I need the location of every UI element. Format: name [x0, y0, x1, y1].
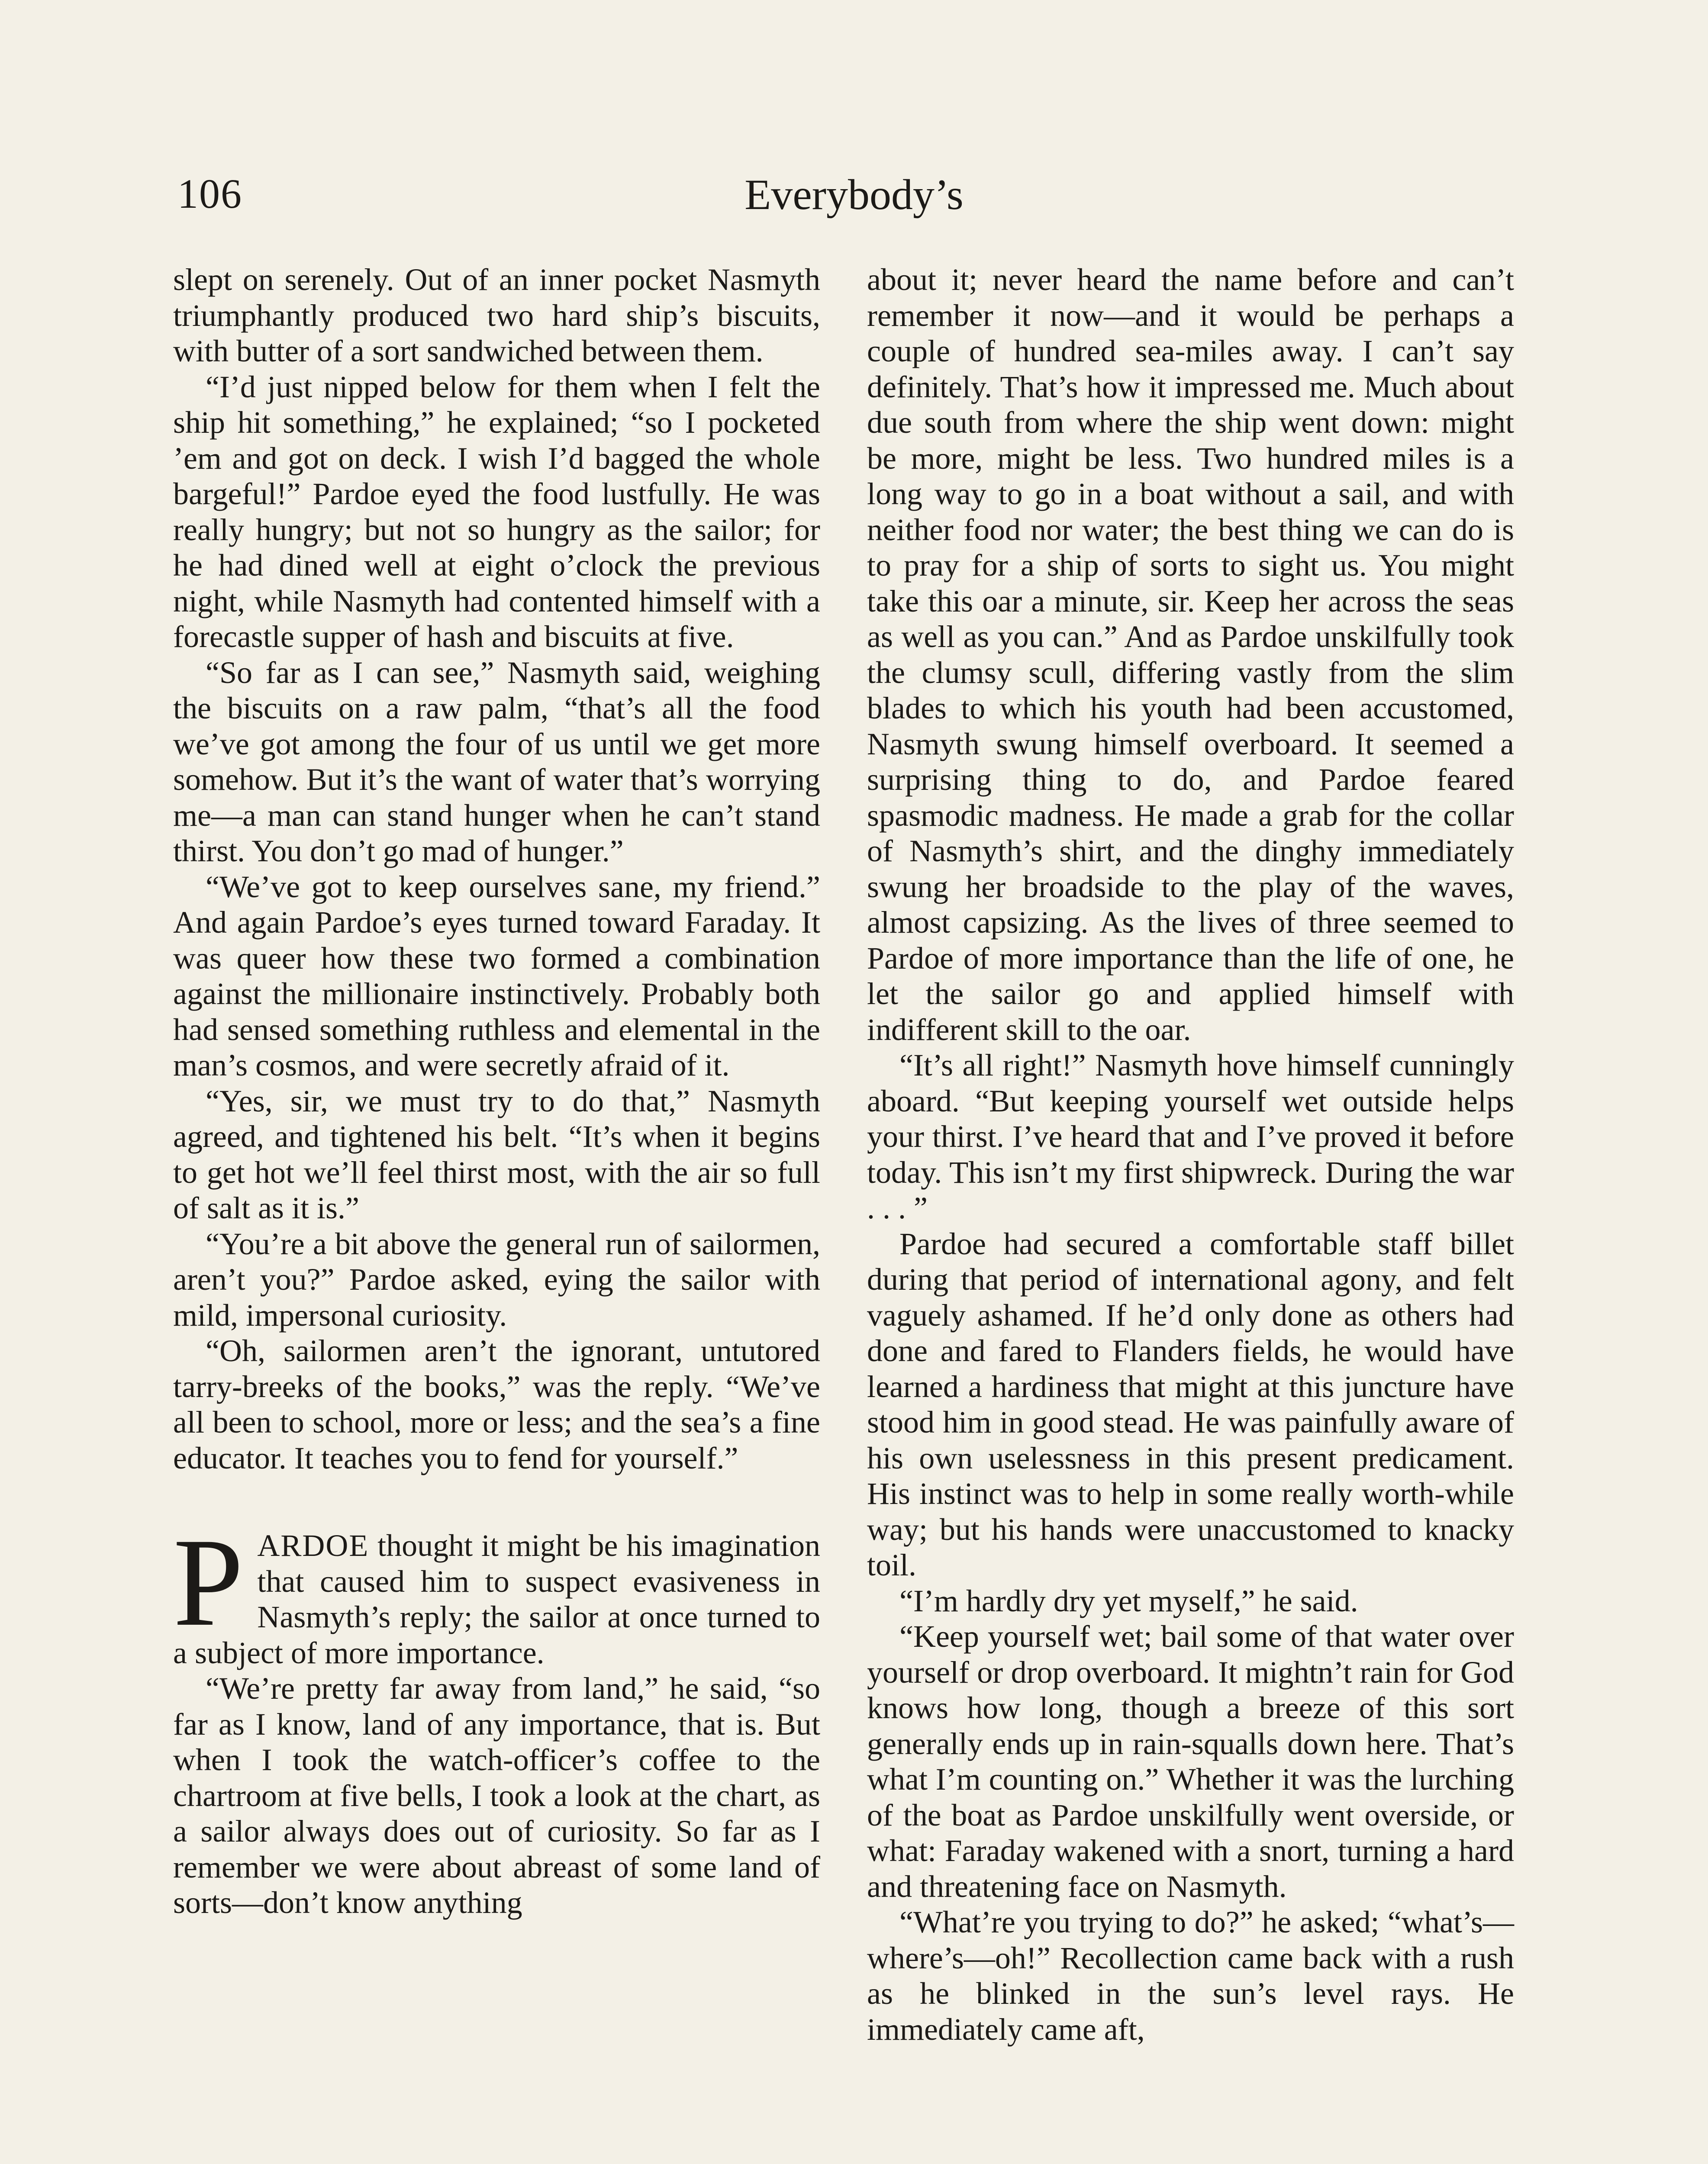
paragraph: “It’s all right!” Nasmyth hove himself cunningly aboard. “But keeping yourself wet outside helps your thirst. I’ve heard that and I’ve proved it before today. This isn’t my first shipwreck. During the war . . . ”: [867, 1048, 1514, 1225]
paragraph: about it; never heard the name before and can’t remember it now—and it would be perhaps a couple of hundred sea-miles away. I can’t say definitely. That’s how it impressed me. Much about due south from where the ship went down: might be more, might be less. Two hundred miles is a long way to go in a boat without a sail, and with neither food nor water; the best thing we can do is to pray for a ship of sorts to sight us. You might take this oar a minute, sir. Keep her across the seas as well as you can.” And as Pardoe unskilfully took the clumsy scull, differing vastly from the slim blades to which his youth had been accustomed, Nasmyth swung himself overboard. It seemed a surprising thing to do, and Pardoe feared spasmodic madness. He made a grab for the collar of Nasmyth’s shirt, and the dinghy immediately swung her broadside to the play of the waves, almost capsizing. As the lives of three seemed to Pardoe of more importance than the life of one, he let the sailor go and applied himself with indifferent skill to the oar.: [867, 262, 1514, 1047]
right-column: [867, 262, 1514, 2047]
paragraph: “Keep yourself wet; bail some of that water over yourself or drop overboard. It mightn’t rain for God knows how long, though a breeze of this sort generally ends up in rain-squalls down here. That’s what I’m counting on.” Whether it was the lurching of the boat as Pardoe unskilfully went overside, or what: Faraday wakened with a snort, turning a hard and threatening face on Nasmyth.: [867, 1619, 1514, 1904]
running-title: Everybody’s: [744, 171, 964, 219]
drop-cap: P: [173, 1513, 244, 1652]
left-column: [173, 262, 820, 1921]
small-caps-lead: ARDOE: [257, 1528, 369, 1563]
paragraph: “What’re you trying to do?” he asked; “what’s—where’s—oh!” Recollection came back with a rush as he blinked in the sun’s level rays. He immediately came aft,: [867, 1905, 1514, 2047]
paragraph: “Oh, sailormen aren’t the ignorant, untutored tarry-breeks of the books,” was the reply. “We’ve all been to school, more or less; and the sea’s a fine educator. It teaches you to fend for yourself.”: [173, 1333, 820, 1475]
paragraph: slept on serenely. Out of an inner pocket Nasmyth triumphantly produced two hard ship’s biscuits, with butter of a sort sandwiched between them.: [173, 262, 820, 368]
paragraph: “We’re pretty far away from land,” he said, “so far as I know, land of any importance, that is. But when I took the watch-officer’s coffee to the chartroom at five bells, I took a look at the chart, as a sailor always does out of curiosity. So far as I remember we were about abreast of some land of sorts—don’t know anything: [173, 1671, 820, 1920]
paragraph: “I’d just nipped below for them when I felt the ship hit something,” he explained; “so I pocketed ’em and got on deck. I wish I’d bagged the whole bargeful!” Pardoe eyed the food lustfully. He was really hungry; but not so hungry as the sailor; for he had dined well at eight o’clock the previous night, while Nasmyth had contented himself with a forecastle supper of hash and biscuits at five.: [173, 369, 820, 654]
paragraph: “Yes, sir, we must try to do that,” Nasmyth agreed, and tightened his belt. “It’s when it begins to get hot we’ll feel thirst most, with the air so full of salt as it is.”: [173, 1083, 820, 1225]
paragraph: “We’ve got to keep ourselves sane, my friend.” And again Pardoe’s eyes turned toward Faraday. It was queer how these two formed a combination against the millionaire instinctively. Probably both had sensed something ruthless and elemental in the man’s cosmos, and were secretly afraid of it.: [173, 869, 820, 1082]
section-opening-paragraph: [173, 1513, 820, 1671]
paragraph: Pardoe had secured a comfortable staff billet during that period of international agony, and felt vaguely ashamed. If he’d only done as others had done and fared to Flanders fields, he would have learned a hardiness that might at this juncture have stood him in good stead. He was painfully aware of his own uselessness in this present predicament. His instinct was to help in some really worth-while way; but his hands were unaccustomed to knacky toil.: [867, 1226, 1514, 1582]
paragraph: “So far as I can see,” Nasmyth said, weighing the biscuits on a raw palm, “that’s all the food we’ve got among the four of us until we get more somehow. But it’s the want of water that’s worrying me—a man can stand hunger when he can’t stand thirst. You don’t go mad of hunger.”: [173, 655, 820, 868]
page-number: 106: [177, 171, 242, 217]
section-text: thought it might be his imagination that caused him to suspect evasiveness in Nasmyth’s reply; the sailor at once turned to a subject of more importance.: [173, 1528, 820, 1670]
paragraph: “I’m hardly dry yet myself,” he said.: [899, 1583, 1358, 1618]
paragraph: “You’re a bit above the general run of sailormen, aren’t you?” Pardoe asked, eying the sailor with mild, impersonal curiosity.: [173, 1226, 820, 1333]
